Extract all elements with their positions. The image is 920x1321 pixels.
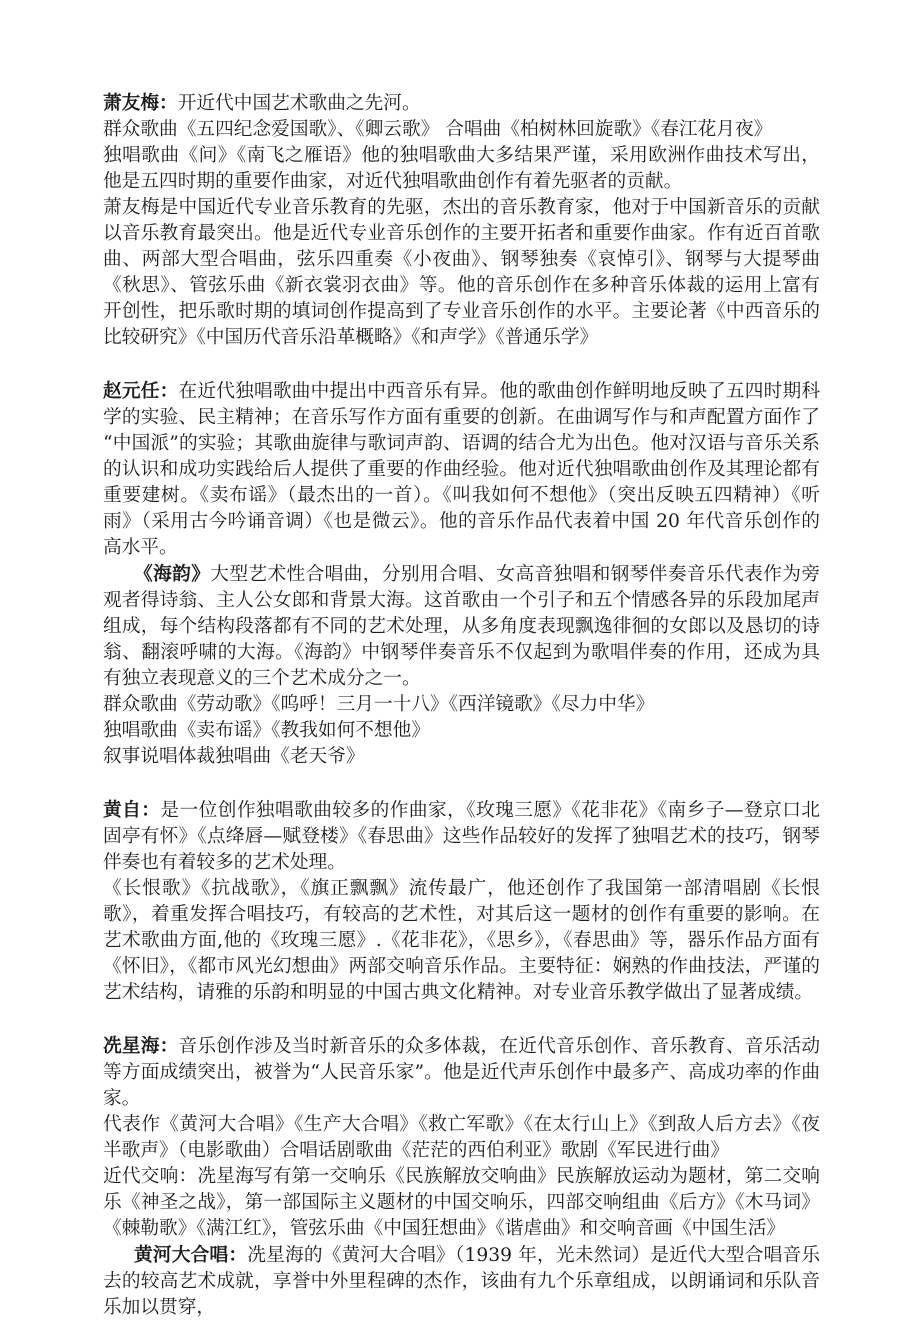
paragraph-biography (103, 195, 820, 351)
paragraph-text: 开近代中国艺术歌曲之先河。 (177, 93, 421, 114)
paragraph-solo-songs (103, 718, 820, 744)
paragraph-intro (103, 797, 820, 876)
paragraph-mass-songs (103, 117, 820, 143)
paragraph-text: 近代交响：冼星海写有第一交响乐《民族解放交响曲》民族解放运动为题材，第二交响乐《神圣之战》，第一部国际主义题材的中国交响乐，四部交响组曲《后方》《木马词》《棘勒歌》《满江红》，管弦乐曲《中国狂想曲》《谐虐曲》和交响音画《中国生活》 (103, 1166, 820, 1239)
paragraph-text: 在近代独唱歌曲中提出中西音乐有异。他的歌曲创作鲜明地反映了五四时期科学的实验、民主精神；在音乐写作方面有重要的创新。在曲调写作与和声配置方面作了“中国派”的实验；其歌曲旋律与歌词声韵、语调的结合尤为出色。他对汉语与音乐关系的认识和成功实践给后人提供了重要的作曲经验。他对近代独唱歌曲创作及其理论都有重要建树。《卖布谣》（最杰出的一首）。《叫我如何不想他》（突出反映五四精神）《听雨》（采用古今吟诵音调）《也是微云》。他的音乐作品代表着中国 20 年代音乐创作的高水平。 (103, 381, 821, 558)
section-xian-xinghai (103, 1033, 820, 1321)
paragraph-works (103, 876, 820, 1006)
paragraph-text: 萧友梅是中国近代专业音乐教育的先驱，杰出的音乐教育家，他对于中国新音乐的贡献以音乐教育最突出。他是近代专业音乐创作的主要开拓者和重要作曲家。作有近百首歌曲、两部大型合唱曲，弦乐四重奏《小夜曲》、钢琴独奏《哀悼引》、钢琴与大提琴曲《秋思》、管弦乐曲《新衣裳羽衣曲》等。他的音乐创作在多种音乐体裁的运用上富有开创性，把乐歌时期的填词创作提高到了专业音乐创作的水平。主要论著《中西音乐的比较研究》《中国历代音乐沿革概略》《和声学》《普通乐学》 (103, 197, 820, 348)
paragraph-text: 大型艺术性合唱曲，分别用合唱、女高音独唱和钢琴伴奏音乐代表作为旁观者得诗翁、主人公女郎和背景大海。这首歌由一个引子和五个情感各异的乐段加尾声组成，每个结构段落都有不同的艺术处理，从多角度表现飘逸徘徊的女郎以及恳切的诗翁、翻滚呼啸的大海。《海韵》中钢琴伴奏音乐不仅起到为歌唱伴奏的作用，还成为具有独立表现意义的三个艺术成分之一。 (103, 564, 821, 689)
work-title-haiyun: 《海韵》 (134, 563, 211, 585)
paragraph-representative-works (103, 1112, 820, 1164)
paragraph-text: 音乐创作涉及当时新音乐的众多体裁，在近代音乐创作、音乐教育、音乐活动等方面成绩突出，被誉为“人民音乐家”。他是近代声乐创作中最多产、高成功率的作曲家。 (103, 1036, 821, 1109)
paragraph-text: 叙事说唱体裁独唱曲《老天爷》 (103, 746, 365, 767)
document-body (103, 90, 820, 1321)
section-huang-zi (103, 797, 820, 1006)
paragraph-symphonies (103, 1164, 820, 1242)
paragraph-intro (103, 90, 820, 117)
paragraph-haiyun (103, 561, 820, 692)
paragraph-text: 独唱歌曲《问》《南飞之雁语》他的独唱歌曲大多结果严谨，采用欧洲作曲技术写出，他是五四时期的重要作曲家，对近代独唱歌曲创作有着先驱者的贡献。 (103, 145, 820, 192)
composer-name-huang-zi: 黄自： (103, 799, 161, 821)
paragraph-text: 冼星海的《黄河大合唱》（1939 年，光未然词）是近代大型合唱音乐去的较高艺术成就，享誉中外里程碑的杰作，该曲有九个乐章组成，以朗诵词和乐队音乐加以贯穿， (103, 1245, 821, 1318)
paragraph-mass-songs (103, 692, 820, 718)
composer-name-zhao-yuanren: 赵元任： (103, 380, 179, 402)
paragraph-yellow-river-cantata (103, 1242, 820, 1321)
paragraph-text: 是一位创作独唱歌曲较多的作曲家，《玫瑰三愿》《花非花》《南乡子—登京口北固亭有怀》《点绛唇—赋登楼》《春思曲》这些作品较好的发挥了独唱艺术的技巧，钢琴伴奏也有着较多的艺术处理。 (103, 800, 821, 873)
paragraph-text: 独唱歌曲《卖布谣》《教我如何不想他》 (103, 720, 431, 741)
paragraph-intro (103, 1033, 820, 1112)
composer-name-xiao-youmei: 萧友梅： (103, 92, 178, 114)
section-xiao-youmei (103, 90, 820, 351)
paragraph-text: 代表作《黄河大合唱》《生产大合唱》《救亡军歌》《在太行山上》《到敌人后方去》《夜半歌声》（电影歌曲）合唱话剧歌曲《茫茫的西伯利亚》歌剧《军民进行曲》 (103, 1114, 820, 1161)
composer-name-xian-xinghai: 冼星海： (103, 1035, 179, 1057)
paragraph-intro (103, 378, 820, 561)
paragraph-solo-songs (103, 143, 820, 195)
paragraph-text: 群众歌曲《五四纪念爱国歌》、《卿云歌》 合唱曲《柏树林回旋歌》《春江花月夜》 (103, 119, 773, 140)
section-zhao-yuanren (103, 378, 820, 770)
paragraph-narrative-song (103, 744, 820, 770)
work-title-yellow-river-cantata: 黄河大合唱： (134, 1244, 248, 1266)
paragraph-text: 群众歌曲《劳动歌》《呜呼！三月一十八》《西洋镜歌》《尽力中华》 (103, 694, 655, 715)
paragraph-text: 《长恨歌》《抗战歌》，《旗正飘飘》流传最广，他还创作了我国第一部清唱剧《长恨歌》，着重发挥合唱技巧，有较高的艺术性，对其后这一题材的创作有重要的影响。在艺术歌曲方面,他的《玫瑰三愿》.《花非花》，《思乡》，《春思曲》等，器乐作品方面有《怀旧》，《都市风光幻想曲》两部交响音乐作品。主要特征：娴熟的作曲技法，严谨的艺术结构，请雅的乐韵和明显的中国古典文化精神。对专业音乐教学做出了显著成绩。 (103, 878, 820, 1003)
